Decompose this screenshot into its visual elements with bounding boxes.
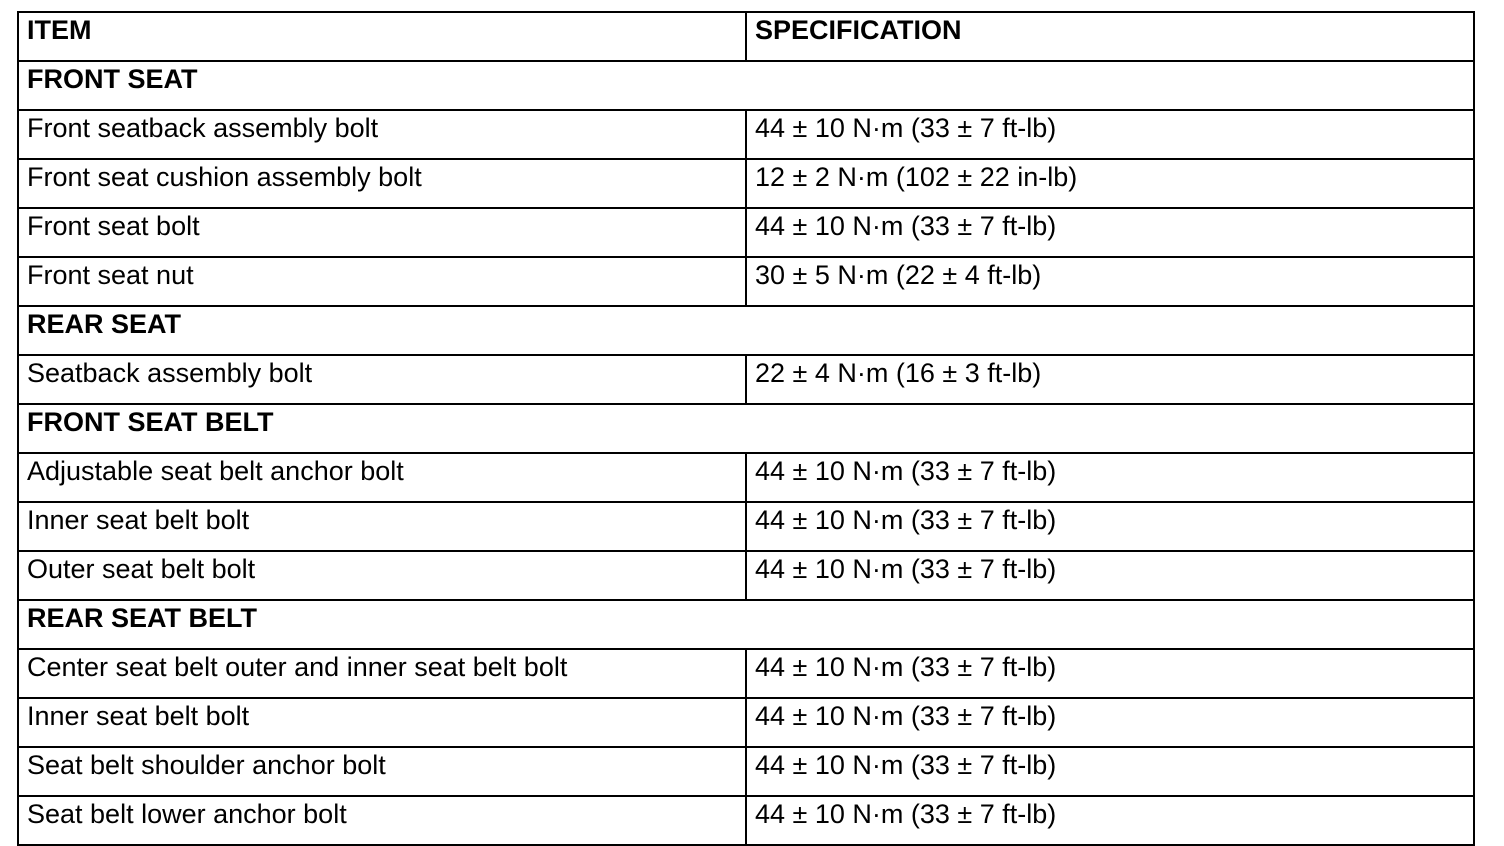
spec-cell: 44 ± 10 N·m (33 ± 7 ft-lb) — [746, 649, 1474, 698]
header-row — [18, 12, 1474, 61]
item-cell: Inner seat belt bolt — [18, 502, 746, 551]
table-row — [18, 747, 1474, 796]
table-row — [18, 208, 1474, 257]
spec-cell: 30 ± 5 N·m (22 ± 4 ft-lb) — [746, 257, 1474, 306]
item-cell: Front seat cushion assembly bolt — [18, 159, 746, 208]
section-title: REAR SEAT BELT — [18, 600, 1474, 649]
spec-cell: 44 ± 10 N·m (33 ± 7 ft-lb) — [746, 551, 1474, 600]
spec-cell: 44 ± 10 N·m (33 ± 7 ft-lb) — [746, 110, 1474, 159]
header-specification: SPECIFICATION — [746, 12, 1474, 61]
spec-cell: 44 ± 10 N·m (33 ± 7 ft-lb) — [746, 796, 1474, 845]
header-item: ITEM — [18, 12, 746, 61]
section-row-rear-seat-belt — [18, 600, 1474, 649]
item-cell: Center seat belt outer and inner seat belt bolt — [18, 649, 746, 698]
item-cell: Seat belt lower anchor bolt — [18, 796, 746, 845]
section-title: REAR SEAT — [18, 306, 1474, 355]
spec-cell: 22 ± 4 N·m (16 ± 3 ft-lb) — [746, 355, 1474, 404]
section-title: FRONT SEAT — [18, 61, 1474, 110]
section-title: FRONT SEAT BELT — [18, 404, 1474, 453]
item-cell: Inner seat belt bolt — [18, 698, 746, 747]
table-row — [18, 796, 1474, 845]
item-cell: Seatback assembly bolt — [18, 355, 746, 404]
table-row — [18, 502, 1474, 551]
table-row — [18, 159, 1474, 208]
spec-cell: 44 ± 10 N·m (33 ± 7 ft-lb) — [746, 502, 1474, 551]
table-row — [18, 453, 1474, 502]
table-row — [18, 649, 1474, 698]
spec-cell: 44 ± 10 N·m (33 ± 7 ft-lb) — [746, 208, 1474, 257]
table-row — [18, 110, 1474, 159]
torque-spec-table — [17, 11, 1475, 846]
item-cell: Front seat bolt — [18, 208, 746, 257]
table-row — [18, 698, 1474, 747]
spec-cell: 44 ± 10 N·m (33 ± 7 ft-lb) — [746, 453, 1474, 502]
table-row — [18, 551, 1474, 600]
spec-cell: 12 ± 2 N·m (102 ± 22 in-lb) — [746, 159, 1474, 208]
item-cell: Adjustable seat belt anchor bolt — [18, 453, 746, 502]
item-cell: Front seat nut — [18, 257, 746, 306]
item-cell: Front seatback assembly bolt — [18, 110, 746, 159]
item-cell: Seat belt shoulder anchor bolt — [18, 747, 746, 796]
section-row-rear-seat — [18, 306, 1474, 355]
spec-cell: 44 ± 10 N·m (33 ± 7 ft-lb) — [746, 698, 1474, 747]
section-row-front-seat-belt — [18, 404, 1474, 453]
spec-cell: 44 ± 10 N·m (33 ± 7 ft-lb) — [746, 747, 1474, 796]
section-row-front-seat — [18, 61, 1474, 110]
item-cell: Outer seat belt bolt — [18, 551, 746, 600]
table-row — [18, 355, 1474, 404]
table-row — [18, 257, 1474, 306]
